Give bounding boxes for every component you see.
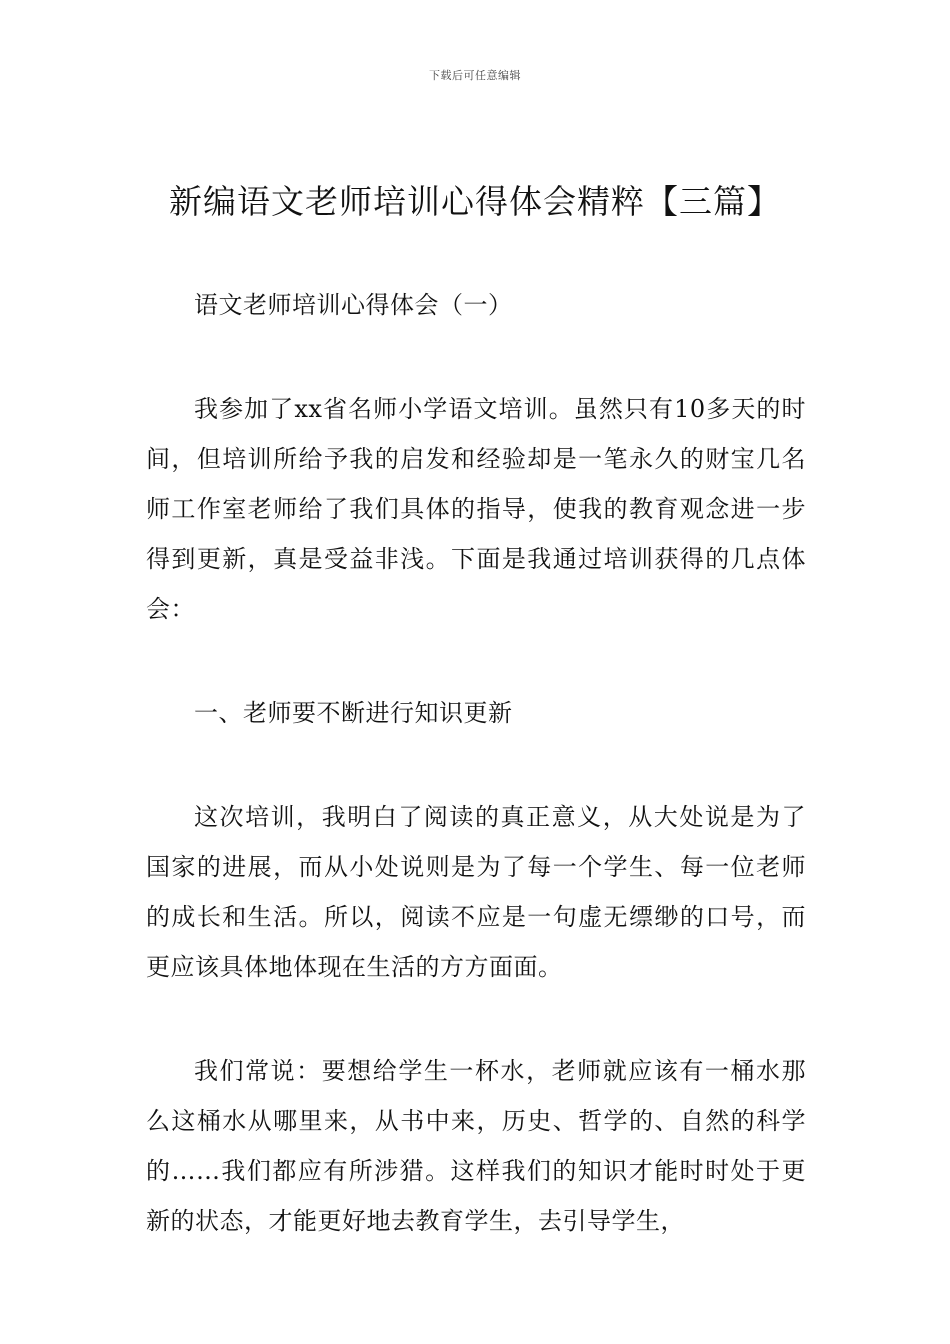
paragraph-intro: 我参加了xx省名师小学语文培训。虽然只有10多天的时间，但培训所给予我的启发和经验却是一笔永久的财宝几名师工作室老师给了我们具体的指导，使我的教育观念进一步得到更新，真是受益非浅。下面是我通过培训获得的几点体会： — [146, 395, 806, 623]
paragraph-gap — [146, 992, 806, 1046]
document-body — [146, 280, 806, 1246]
paragraph-gap — [146, 634, 806, 688]
paragraph-gap — [146, 738, 806, 792]
section-subtitle: 语文老师培训心得体会（一） — [194, 291, 513, 319]
section-heading-1: 一、老师要不断进行知识更新 — [194, 699, 513, 727]
paragraph-gap — [146, 330, 806, 384]
paragraph-knowledge: 我们常说：要想给学生一杯水，老师就应该有一桶水那么这桶水从哪里来，从书中来，历史、哲学的、自然的科学的……我们都应有所涉猎。这样我们的知识才能时时处于更新的状态，才能更好地去教育学生，去引导学生， — [146, 1057, 806, 1235]
header-note: 下载后可任意编辑 — [429, 69, 521, 82]
document-title: 新编语文老师培训心得体会精粹【三篇】 — [169, 182, 781, 221]
paragraph-reading: 这次培训，我明白了阅读的真正意义，从大处说是为了国家的进展，而从小处说则是为了每一个学生、每一位老师的成长和生活。所以，阅读不应是一句虚无缥缈的口号，而更应该具体地体现在生活的方方面面。 — [146, 803, 806, 981]
